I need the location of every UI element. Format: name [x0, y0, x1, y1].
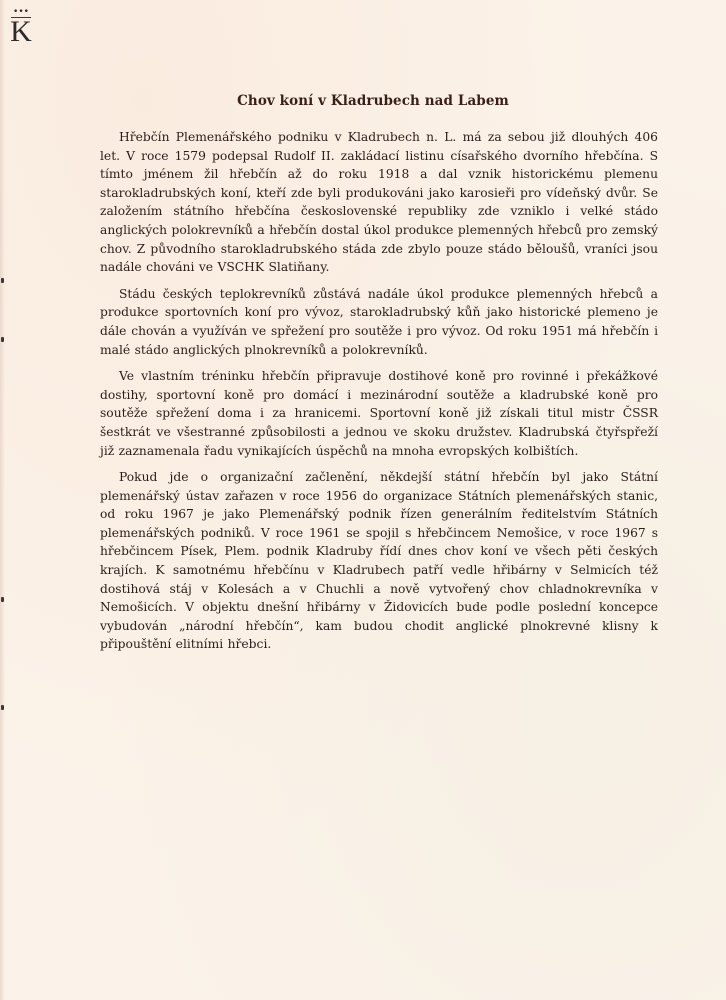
logo-letter: K — [10, 15, 32, 48]
paragraph-warmbloods: Stádu českých teplokrevníků zůstává nadále úkol produkce plemenných hřebců a produkce sportovních koní pro vývoz, starokladrubský kůň jako historické plemeno je dále chován a využíván ve spřežení pro soutěže i pro vývoz. Od roku 1951 má hřebčín i malé stádo anglických plnokrevníků a polokrevníků. — [100, 286, 658, 357]
paragraph-history: Hřebčín Plemenářského podniku v Kladrubech n. L. má za sebou již dlouhých 406 let. V roce 1579 podepsal Rudolf II. zakládací listinu císařského dvorního hřebčína. S tímto jménem žil hřebčín až do roku 1918 a dal vznik historickému plemenu starokladrubských koní, kteří zde byli produkováni jako karosieři pro vídeňský dvůr. Se založením státního hřebčína československé republiky zde vzniklo i velké stádo anglických polokrevníků a hřebčín dostal úkol produkce plemenných hřebců pro zemský chov. Z původního starokladrubského stáda zde zbylo pouze stádo běloušů, vraníci jsou nadále chováni ve VSCHK Slatiňany. — [100, 130, 658, 275]
paragraph-organization: Pokud jde o organizační začlenění, někdejší státní hřebčín byl jako Státní plemenářský ústav zařazen v roce 1956 do organizace Státních plemenářských stanic, od roku 1967 je jako Plemenářský podnik řízen generálním ředitelstvím Státních plemenářských podniků. V roce 1961 se spojil s hřebčincem Nemošice, v roce 1967 s hřebčincem Písek, Plem. podnik Kladruby řídí dnes chov koní ve všech pěti českých krajích. K samotnému hřebčínu v Kladrubech patří vedle hřibárny v Selmicích též dostihová stáj v Kolesách a v Chuchli a nově vytvořený chov chladnokrevníka v Nemošicích. V objektu dnešní hřibárny v Židovicích bude podle poslední koncepce vybudován „národní hřebčín“, kam budou chodit anglické plnokrevné klisny k připouštění elitními hřebci. — [100, 470, 658, 652]
binding-hole-mark — [1, 705, 4, 710]
binding-hole-mark — [1, 597, 4, 602]
binding-hole-mark — [1, 337, 4, 342]
page-left-edge — [0, 0, 5, 1000]
logo-dots: ••• — [13, 7, 29, 17]
publisher-logo — [8, 8, 34, 48]
article-body — [100, 128, 658, 662]
paragraph-training: Ve vlastním tréninku hřebčín připravuje dostihové koně pro rovinné i překážkové dostihy, sportovní koně pro domácí i mezinárodní soutěže a kladrubské koně pro soutěže spřežení doma i za hranicemi. Sportovní koně již získali titul mistr ČSSR šestkrát ve všestranné způsobilosti a jednou ve skoku družstev. Kladrubská čtyřspřeží již zaznamenala řadu vynikajících úspěchů na mnoha evropských kolbištích. — [100, 369, 658, 458]
binding-hole-mark — [1, 278, 4, 283]
page-title: Chov koní v Kladrubech nad Labem — [237, 93, 509, 110]
